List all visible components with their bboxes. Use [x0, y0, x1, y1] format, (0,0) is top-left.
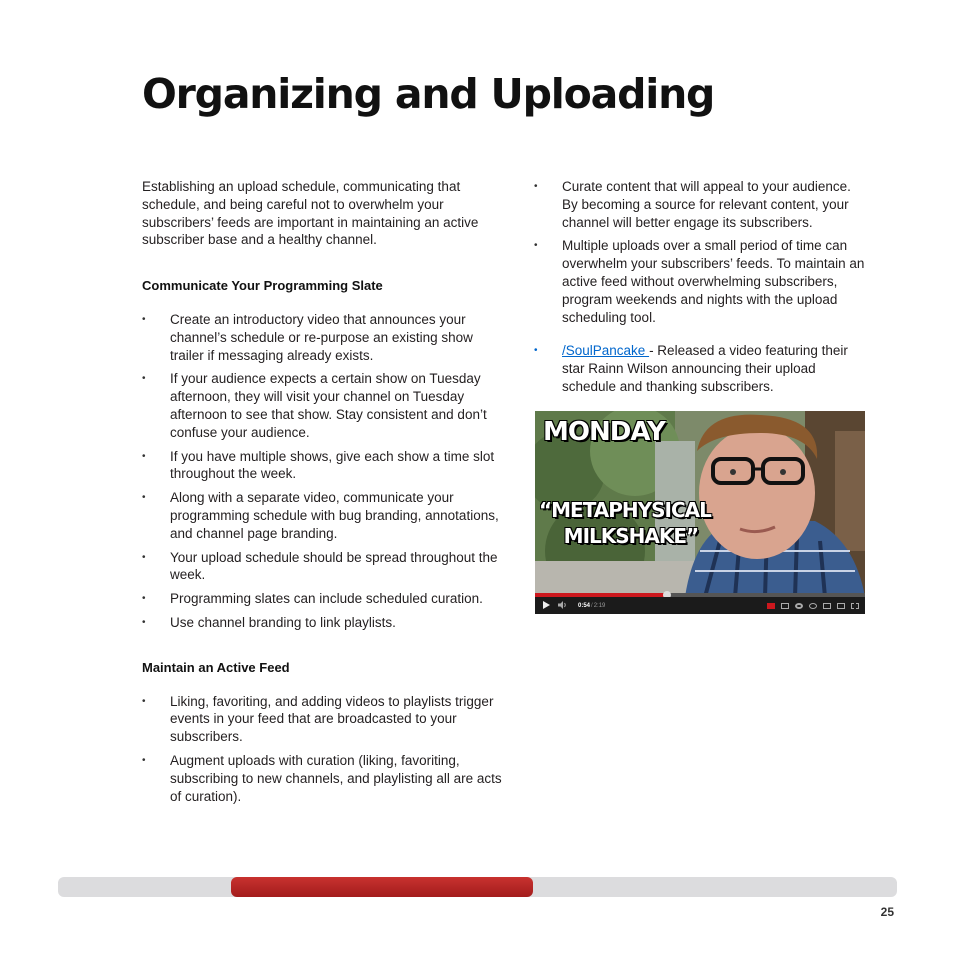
duration: 2:19 [593, 602, 606, 609]
bullet-icon: • [142, 313, 146, 325]
bullet-icon: • [142, 450, 146, 462]
current-time: 0:54 [578, 602, 591, 609]
bullet-icon: • [142, 593, 146, 605]
list-item: • Augment uploads with curation (liking, favoriting, subscribing to new channels, and playlisting all are acts of curation). [142, 752, 502, 804]
large-player-icon[interactable] [837, 603, 845, 609]
active-feed-list [142, 693, 507, 806]
example-description: - Released a video featuring their star Rainn Wilson announcing their upload schedule and thanking subscribers. [562, 343, 848, 394]
small-player-icon[interactable] [823, 603, 831, 609]
bullet-icon: • [142, 492, 146, 504]
time-separator-icon: / [591, 602, 593, 609]
right-column [534, 178, 866, 423]
volume-icon[interactable] [558, 601, 568, 611]
captions-icon[interactable] [767, 603, 775, 609]
programming-slate-list [142, 311, 507, 632]
video-controls [535, 597, 865, 614]
list-item: • Create an introductory video that announces your channel’s schedule or re-purpose an existing show trailer if messaging already exists. [142, 311, 473, 363]
example-item [534, 342, 866, 395]
bullet-icon: • [142, 616, 146, 628]
section-heading-programming-slate: Communicate Your Programming Slate [142, 278, 383, 294]
page-title: Organizing and Uploading [142, 70, 715, 118]
bullet-icon: • [142, 551, 146, 563]
list-item: • If your audience expects a certain show on Tuesday afternoon, they will visit your channel on Tuesday afternoon to see that show. Stay consistent and don’t confuse your audience. [142, 371, 487, 440]
left-column [142, 178, 507, 832]
video-player[interactable] [535, 411, 865, 614]
list-item: • Along with a separate video, communicate your programming schedule with bug branding, annotations, and channel page branding. [142, 490, 499, 541]
bullet-icon: • [142, 754, 146, 766]
example-list [534, 342, 866, 395]
list-item: • Programming slates can include scheduled curation. [142, 591, 483, 607]
list-item: • Curate content that will appeal to your audience. By becoming a source for relevant content, your channel will better engage its subscribers. [534, 179, 851, 230]
page-number: 25 [880, 905, 894, 919]
list-item: • If you have multiple shows, give each show a time slot throughout the week. [142, 448, 495, 482]
play-icon[interactable] [543, 601, 550, 611]
section-heading-active-feed: Maintain an Active Feed [142, 659, 290, 675]
list-item: • Multiple uploads over a small period of time can overwhelm your subscribers’ feeds. To maintain an active feed without overwhelming subscribers, program weekends and nights with the upload scheduling tool. [534, 238, 865, 325]
fullscreen-icon[interactable] [851, 603, 859, 609]
bullet-icon: • [534, 240, 538, 252]
bullet-icon: • [142, 695, 146, 707]
bullet-icon: • [534, 181, 538, 192]
list-item: • Your upload schedule should be spread throughout the week. [142, 549, 498, 583]
list-item: • Liking, favoriting, and adding videos to playlists trigger events in your feed that are broadcasted to your subscribers. [142, 693, 494, 745]
right-list [534, 178, 866, 326]
soulpancake-link[interactable]: /SoulPancake [562, 343, 650, 359]
watch-later-icon[interactable] [809, 603, 817, 609]
bullet-icon: • [534, 345, 538, 357]
annotations-icon[interactable] [781, 603, 789, 609]
player-buttons [767, 603, 865, 609]
overlay-day-text: MONDAY [543, 417, 665, 447]
gear-icon[interactable] [795, 603, 803, 609]
intro-paragraph: Establishing an upload schedule, communicating that schedule, and being careful not to overwhelm your subscribers’ feeds are important in maintaining an active subscriber base and a healthy channel. [142, 179, 479, 248]
bullet-icon: • [142, 373, 146, 385]
overlay-show-text: “METAPHYSICAL MILKSHAKE” [539, 498, 711, 548]
list-item: • Use channel branding to link playlists. [142, 614, 396, 630]
progress-section-indicator [231, 877, 533, 897]
